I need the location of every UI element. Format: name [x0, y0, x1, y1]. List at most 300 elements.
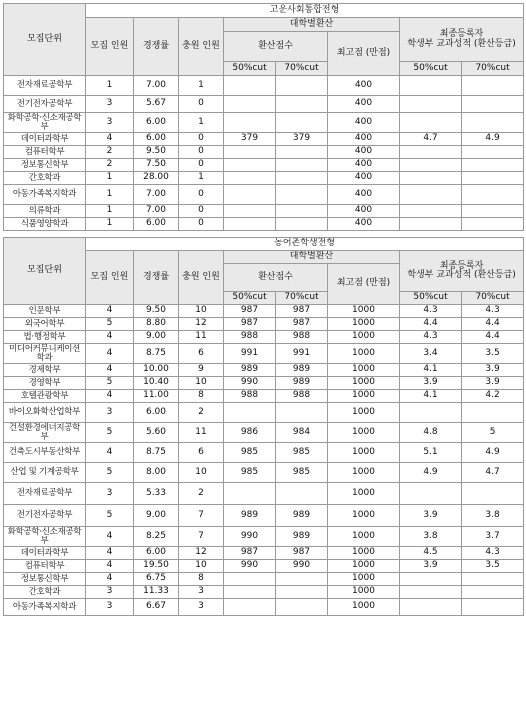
max-score-cell: 400: [328, 133, 400, 146]
extra-cell: 10: [179, 305, 224, 318]
rate-cell: 7.00: [134, 205, 179, 218]
table-row: [4, 172, 524, 185]
rate-cell: 7.50: [134, 159, 179, 172]
table-row: [4, 403, 524, 423]
grade-50cut-cell: [400, 172, 462, 185]
score-50cut-cell: 989: [224, 364, 276, 377]
grade-50cut-cell: 4.5: [400, 547, 462, 560]
score-70cut-cell: [276, 573, 328, 586]
grade-70cut-cell: 5: [462, 423, 524, 443]
quota-cell: 4: [86, 305, 134, 318]
score-70cut-cell: [276, 146, 328, 159]
quota-cell: 3: [86, 403, 134, 423]
table-row: [4, 527, 524, 547]
dept-cell: 미디어커뮤니케이션학과: [4, 344, 86, 364]
dept-cell: 건설환경에너지공학부: [4, 423, 86, 443]
max-score-cell: 400: [328, 172, 400, 185]
grade-50cut-cell: [400, 113, 462, 133]
score-70cut-cell: 989: [276, 527, 328, 547]
grade-50cut-cell: 3.4: [400, 344, 462, 364]
score-50cut-cell: 988: [224, 390, 276, 403]
extra-cell: 2: [179, 403, 224, 423]
score-50cut-cell: 990: [224, 560, 276, 573]
header-max-score: 최고점 (만점): [328, 264, 400, 305]
quota-cell: 4: [86, 364, 134, 377]
table-row: [4, 443, 524, 463]
max-score-cell: 400: [328, 159, 400, 172]
score-50cut-cell: 379: [224, 133, 276, 146]
extra-cell: 3: [179, 586, 224, 599]
grade-70cut-cell: 4.9: [462, 443, 524, 463]
grade-70cut-cell: 3.5: [462, 344, 524, 364]
quota-cell: 5: [86, 423, 134, 443]
extra-cell: 0: [179, 146, 224, 159]
table-row: [4, 463, 524, 483]
rate-cell: 8.80: [134, 318, 179, 331]
table-row: [4, 159, 524, 172]
grade-70cut-cell: [462, 403, 524, 423]
score-50cut-cell: [224, 586, 276, 599]
rate-cell: 6.00: [134, 218, 179, 231]
grade-50cut-cell: [400, 218, 462, 231]
extra-cell: 1: [179, 172, 224, 185]
table-row: [4, 76, 524, 96]
table-row: [4, 599, 524, 616]
max-score-cell: 1000: [328, 527, 400, 547]
grade-50cut-cell: 3.8: [400, 527, 462, 547]
score-70cut-cell: 990: [276, 560, 328, 573]
max-score-cell: 1000: [328, 599, 400, 616]
quota-cell: 1: [86, 205, 134, 218]
extra-cell: 10: [179, 560, 224, 573]
grade-50cut-cell: 3.9: [400, 377, 462, 390]
grade-70cut-cell: 3.8: [462, 505, 524, 527]
table-row: [4, 318, 524, 331]
extra-cell: 0: [179, 96, 224, 113]
header-grade-50cut: 50%cut: [400, 292, 462, 305]
score-50cut-cell: 991: [224, 344, 276, 364]
header-score-50cut: 50%cut: [224, 62, 276, 76]
grade-50cut-cell: [400, 586, 462, 599]
grade-70cut-cell: [462, 172, 524, 185]
score-70cut-cell: [276, 205, 328, 218]
header-quota: 모집 인원: [86, 251, 134, 305]
quota-cell: 5: [86, 505, 134, 527]
extra-cell: 0: [179, 133, 224, 146]
header-rate: 경쟁률: [134, 18, 179, 76]
header-converted-score: 환산점수: [224, 264, 328, 292]
quota-cell: 3: [86, 113, 134, 133]
dept-cell: 산업 및 기계공학부: [4, 463, 86, 483]
header-dept: 모집단위: [4, 238, 86, 305]
dept-cell: 전자재료공학부: [4, 76, 86, 96]
score-70cut-cell: 379: [276, 133, 328, 146]
quota-cell: 5: [86, 318, 134, 331]
dept-cell: 데이터과학부: [4, 547, 86, 560]
score-50cut-cell: 990: [224, 377, 276, 390]
score-50cut-cell: [224, 205, 276, 218]
table-row: [4, 344, 524, 364]
table-row: [4, 483, 524, 505]
rate-cell: 11.33: [134, 586, 179, 599]
quota-cell: 1: [86, 185, 134, 205]
rate-cell: 10.40: [134, 377, 179, 390]
grade-70cut-cell: 3.5: [462, 560, 524, 573]
rate-cell: 7.00: [134, 76, 179, 96]
grade-50cut-cell: 5.1: [400, 443, 462, 463]
grade-50cut-cell: [400, 483, 462, 505]
dept-cell: 바이오화학산업학부: [4, 403, 86, 423]
max-score-cell: 1000: [328, 443, 400, 463]
extra-cell: 0: [179, 218, 224, 231]
dept-cell: 경영학부: [4, 377, 86, 390]
dept-cell: 데이터과학부: [4, 133, 86, 146]
dept-cell: 정보통신학부: [4, 573, 86, 586]
table-row: [4, 377, 524, 390]
header-univ-conversion: 대학별환산: [224, 251, 400, 264]
score-50cut-cell: [224, 185, 276, 205]
max-score-cell: 1000: [328, 390, 400, 403]
table-row: [4, 305, 524, 318]
extra-cell: 0: [179, 185, 224, 205]
grade-50cut-cell: 3.9: [400, 560, 462, 573]
admission-table-social-integration: [3, 3, 524, 231]
score-70cut-cell: 988: [276, 390, 328, 403]
score-70cut-cell: [276, 599, 328, 616]
dept-cell: 화학공학·신소재공학부: [4, 113, 86, 133]
quota-cell: 2: [86, 146, 134, 159]
grade-50cut-cell: [400, 185, 462, 205]
grade-70cut-cell: [462, 76, 524, 96]
table-row: [4, 573, 524, 586]
extra-cell: 7: [179, 527, 224, 547]
grade-70cut-cell: [462, 483, 524, 505]
rate-cell: 8.25: [134, 527, 179, 547]
score-50cut-cell: 989: [224, 505, 276, 527]
extra-cell: 1: [179, 76, 224, 96]
extra-cell: 6: [179, 443, 224, 463]
max-score-cell: 1000: [328, 423, 400, 443]
score-50cut-cell: [224, 218, 276, 231]
grade-50cut-cell: [400, 205, 462, 218]
grade-70cut-cell: 4.4: [462, 331, 524, 344]
grade-70cut-cell: 3.7: [462, 527, 524, 547]
grade-70cut-cell: 4.4: [462, 318, 524, 331]
extra-cell: 7: [179, 505, 224, 527]
grade-50cut-cell: 4.7: [400, 133, 462, 146]
grade-70cut-cell: 4.3: [462, 547, 524, 560]
score-70cut-cell: 987: [276, 547, 328, 560]
score-50cut-cell: 987: [224, 547, 276, 560]
quota-cell: 5: [86, 377, 134, 390]
header-grade-50cut: 50%cut: [400, 62, 462, 76]
extra-cell: 11: [179, 423, 224, 443]
max-score-cell: 400: [328, 76, 400, 96]
max-score-cell: 1000: [328, 344, 400, 364]
dept-cell: 법·행정학부: [4, 331, 86, 344]
rate-cell: 7.00: [134, 185, 179, 205]
table-row: [4, 364, 524, 377]
table-row: [4, 547, 524, 560]
header-score-70cut: 70%cut: [276, 62, 328, 76]
score-70cut-cell: [276, 96, 328, 113]
rate-cell: 10.00: [134, 364, 179, 377]
grade-50cut-cell: 4.9: [400, 463, 462, 483]
max-score-cell: 1000: [328, 318, 400, 331]
extra-cell: 1: [179, 113, 224, 133]
header-grade-label: 학생부 교과성적 (환산등급): [407, 270, 516, 280]
header-final-registrant: [400, 18, 524, 62]
max-score-cell: 400: [328, 113, 400, 133]
extra-cell: 9: [179, 364, 224, 377]
quota-cell: 4: [86, 133, 134, 146]
max-score-cell: 1000: [328, 463, 400, 483]
table-row: [4, 586, 524, 599]
score-70cut-cell: [276, 76, 328, 96]
max-score-cell: 1000: [328, 547, 400, 560]
score-70cut-cell: [276, 159, 328, 172]
grade-70cut-cell: [462, 146, 524, 159]
rate-cell: 9.50: [134, 146, 179, 159]
grade-70cut-cell: 3.9: [462, 364, 524, 377]
max-score-cell: 400: [328, 96, 400, 113]
max-score-cell: 1000: [328, 305, 400, 318]
rate-cell: 8.00: [134, 463, 179, 483]
max-score-cell: 1000: [328, 331, 400, 344]
score-50cut-cell: 985: [224, 463, 276, 483]
grade-50cut-cell: 4.4: [400, 318, 462, 331]
grade-50cut-cell: 4.8: [400, 423, 462, 443]
score-70cut-cell: 985: [276, 463, 328, 483]
rate-cell: 5.33: [134, 483, 179, 505]
header-grade-70cut: 70%cut: [462, 62, 524, 76]
quota-cell: 2: [86, 159, 134, 172]
grade-50cut-cell: 4.1: [400, 390, 462, 403]
dept-cell: 경제학부: [4, 364, 86, 377]
rate-cell: 6.00: [134, 133, 179, 146]
score-70cut-cell: 987: [276, 318, 328, 331]
table-row: [4, 505, 524, 527]
quota-cell: 1: [86, 76, 134, 96]
rate-cell: 9.00: [134, 505, 179, 527]
grade-50cut-cell: 4.1: [400, 364, 462, 377]
grade-50cut-cell: [400, 159, 462, 172]
grade-70cut-cell: [462, 185, 524, 205]
quota-cell: 4: [86, 390, 134, 403]
header-final-registrant: [400, 251, 524, 292]
header-dept: 모집단위: [4, 4, 86, 76]
dept-cell: 아동가족복지학과: [4, 185, 86, 205]
header-final-label: 최종등록자: [439, 260, 484, 271]
grade-50cut-cell: 4.3: [400, 305, 462, 318]
quota-cell: 1: [86, 172, 134, 185]
rate-cell: 8.75: [134, 443, 179, 463]
dept-cell: 간호학과: [4, 172, 86, 185]
quota-cell: 4: [86, 344, 134, 364]
quota-cell: 1: [86, 218, 134, 231]
dept-cell: 화학공학·신소재공학부: [4, 527, 86, 547]
grade-70cut-cell: [462, 159, 524, 172]
dept-cell: 간호학과: [4, 586, 86, 599]
score-70cut-cell: 989: [276, 505, 328, 527]
rate-cell: 28.00: [134, 172, 179, 185]
dept-cell: 인문학부: [4, 305, 86, 318]
table-row: [4, 423, 524, 443]
dept-cell: 정보통신학부: [4, 159, 86, 172]
header-grade-label: 학생부 교과성적 (환산등급): [407, 38, 516, 49]
table-row: [4, 96, 524, 113]
quota-cell: 3: [86, 483, 134, 505]
grade-50cut-cell: [400, 146, 462, 159]
score-70cut-cell: 987: [276, 305, 328, 318]
extra-cell: 8: [179, 390, 224, 403]
score-70cut-cell: 984: [276, 423, 328, 443]
max-score-cell: 1000: [328, 377, 400, 390]
table-row: [4, 218, 524, 231]
score-50cut-cell: [224, 403, 276, 423]
dept-cell: 컴퓨터학부: [4, 560, 86, 573]
score-50cut-cell: [224, 159, 276, 172]
score-50cut-cell: 987: [224, 305, 276, 318]
grade-50cut-cell: 4.3: [400, 331, 462, 344]
score-50cut-cell: [224, 172, 276, 185]
grade-70cut-cell: 4.9: [462, 133, 524, 146]
extra-cell: 2: [179, 483, 224, 505]
extra-cell: 0: [179, 205, 224, 218]
score-70cut-cell: [276, 113, 328, 133]
grade-50cut-cell: [400, 573, 462, 586]
table-row: [4, 331, 524, 344]
header-extra: 충원 인원: [179, 18, 224, 76]
score-70cut-cell: 985: [276, 443, 328, 463]
max-score-cell: 400: [328, 185, 400, 205]
dept-cell: 의류학과: [4, 205, 86, 218]
rate-cell: 9.00: [134, 331, 179, 344]
score-50cut-cell: 985: [224, 443, 276, 463]
score-50cut-cell: [224, 483, 276, 505]
admission-type-title: 고운사회통합전형: [86, 4, 524, 18]
max-score-cell: 1000: [328, 483, 400, 505]
admission-type-title: 농어촌학생전형: [86, 238, 524, 251]
score-70cut-cell: [276, 172, 328, 185]
dept-cell: 전기전자공학부: [4, 96, 86, 113]
quota-cell: 4: [86, 547, 134, 560]
score-50cut-cell: [224, 599, 276, 616]
rate-cell: 11.00: [134, 390, 179, 403]
extra-cell: 3: [179, 599, 224, 616]
max-score-cell: 1000: [328, 403, 400, 423]
table-row: [4, 560, 524, 573]
quota-cell: 4: [86, 573, 134, 586]
grade-70cut-cell: [462, 573, 524, 586]
score-50cut-cell: [224, 113, 276, 133]
score-50cut-cell: [224, 146, 276, 159]
table-row: [4, 113, 524, 133]
rate-cell: 6.00: [134, 547, 179, 560]
extra-cell: 8: [179, 573, 224, 586]
header-max-score: 최고점 (만점): [328, 32, 400, 76]
grade-50cut-cell: [400, 403, 462, 423]
max-score-cell: 400: [328, 146, 400, 159]
score-50cut-cell: 990: [224, 527, 276, 547]
score-50cut-cell: [224, 573, 276, 586]
max-score-cell: 400: [328, 205, 400, 218]
table-row: [4, 146, 524, 159]
grade-70cut-cell: [462, 205, 524, 218]
table-row: [4, 205, 524, 218]
header-univ-conversion: 대학별환산: [224, 18, 400, 32]
quota-cell: 5: [86, 463, 134, 483]
extra-cell: 0: [179, 159, 224, 172]
rate-cell: 8.75: [134, 344, 179, 364]
rate-cell: 9.50: [134, 305, 179, 318]
dept-cell: 아동가족복지학과: [4, 599, 86, 616]
max-score-cell: 1000: [328, 364, 400, 377]
extra-cell: 11: [179, 331, 224, 344]
header-rate: 경쟁률: [134, 251, 179, 305]
score-50cut-cell: [224, 96, 276, 113]
grade-70cut-cell: [462, 218, 524, 231]
grade-70cut-cell: [462, 586, 524, 599]
table-row: [4, 390, 524, 403]
score-70cut-cell: [276, 218, 328, 231]
score-70cut-cell: 991: [276, 344, 328, 364]
rate-cell: 6.67: [134, 599, 179, 616]
max-score-cell: 1000: [328, 586, 400, 599]
header-converted-score: 환산점수: [224, 32, 328, 62]
quota-cell: 3: [86, 599, 134, 616]
quota-cell: 4: [86, 331, 134, 344]
rate-cell: 6.00: [134, 403, 179, 423]
quota-cell: 3: [86, 96, 134, 113]
dept-cell: 전자재료공학부: [4, 483, 86, 505]
admission-table-rural-students: [3, 237, 524, 616]
quota-cell: 4: [86, 443, 134, 463]
dept-cell: 전기전자공학부: [4, 505, 86, 527]
rate-cell: 5.67: [134, 96, 179, 113]
grade-70cut-cell: [462, 96, 524, 113]
grade-70cut-cell: [462, 113, 524, 133]
extra-cell: 12: [179, 547, 224, 560]
header-score-70cut: 70%cut: [276, 292, 328, 305]
dept-cell: 컴퓨터학부: [4, 146, 86, 159]
score-70cut-cell: [276, 403, 328, 423]
grade-70cut-cell: [462, 599, 524, 616]
header-score-50cut: 50%cut: [224, 292, 276, 305]
table-row: [4, 185, 524, 205]
dept-cell: 외국어학부: [4, 318, 86, 331]
dept-cell: 건축도시부동산학부: [4, 443, 86, 463]
quota-cell: 3: [86, 586, 134, 599]
dept-cell: 식품영양학과: [4, 218, 86, 231]
header-quota: 모집 인원: [86, 18, 134, 76]
max-score-cell: 1000: [328, 560, 400, 573]
score-50cut-cell: 988: [224, 331, 276, 344]
max-score-cell: 1000: [328, 505, 400, 527]
score-70cut-cell: 989: [276, 364, 328, 377]
grade-50cut-cell: [400, 76, 462, 96]
score-70cut-cell: 988: [276, 331, 328, 344]
score-70cut-cell: [276, 586, 328, 599]
extra-cell: 12: [179, 318, 224, 331]
rate-cell: 5.60: [134, 423, 179, 443]
header-extra: 충원 인원: [179, 251, 224, 305]
extra-cell: 10: [179, 463, 224, 483]
quota-cell: 4: [86, 560, 134, 573]
grade-70cut-cell: 4.2: [462, 390, 524, 403]
score-50cut-cell: [224, 76, 276, 96]
rate-cell: 6.75: [134, 573, 179, 586]
